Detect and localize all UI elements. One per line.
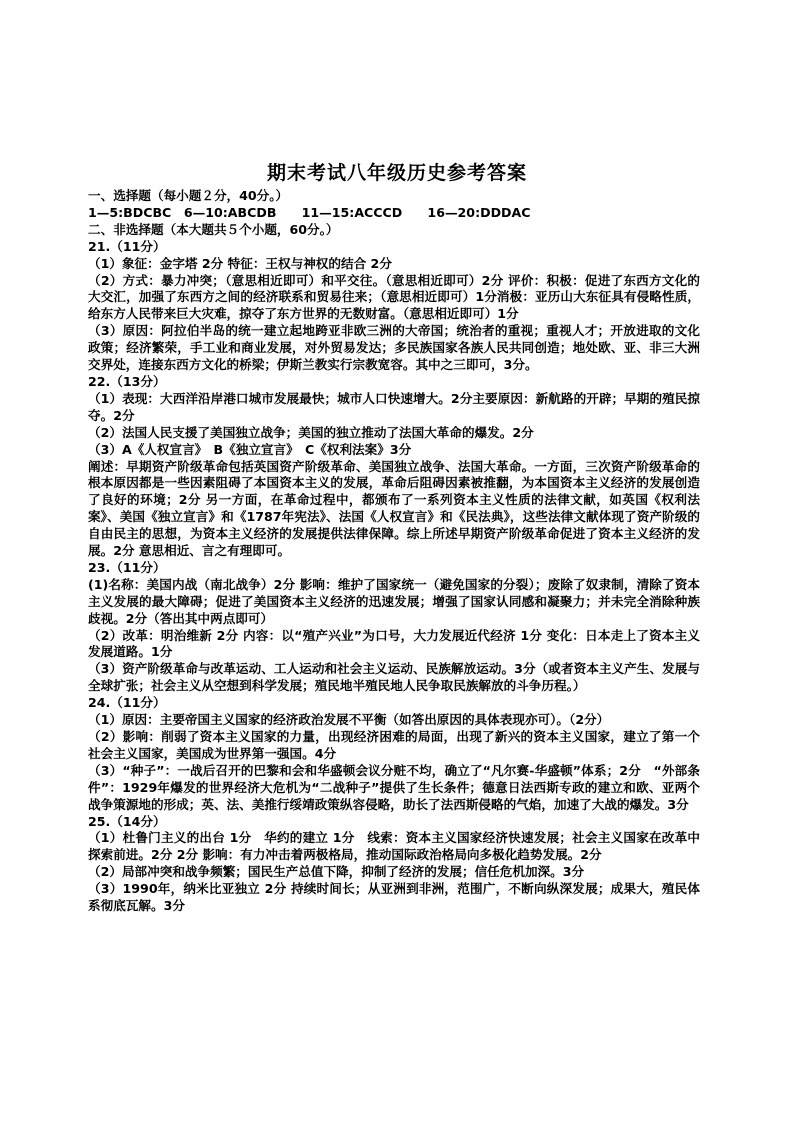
answer-line: （2）法国人民支援了美国独立战争；美国的独立推动了法国大革命的爆发。2分: [88, 424, 534, 440]
answer-line: （1）表现：大西洋沿岸港口城市发展最快；城市人口快速增大。2分主要原因：新航路的开辟；早期的殖民掠夺。2分: [88, 390, 700, 423]
answer-content: [88, 188, 700, 915]
question-header: 25.（14分）: [88, 813, 166, 829]
answer-line: （1）杜鲁门主义的出台 1分 华约的建立 1分 线索：资本主义国家经济快速发展；社会主义国家在改革中探索前进。2分 2分 影响：有力冲击着两极格局，推动国际政治格局向多极化趋势发展。2分: [88, 830, 700, 863]
answer-line: 阐述：早期资产阶级革命包括英国资产阶级革命、美国独立战争、法国大革命。一方面，三次资产阶级革命的根本原因都是一些因素阻碍了本国资本主义的发展，革命后阻碍因素被推翻，为本国资本主义经济的发展创造了良好的环境；2分 另一方面，在革命过程中，都颁布了一系列资本主义性质的法律文献，如英国《权利法案》、美国《独立宣言》和《1787年宪法》、法国《人权宣言》和《民法典》，这些法律文献体现了资产阶级的自由民主的思想，为资本主义经济的发展提供法律保障。综上所述早期资产阶级革命促进了资本主义经济的发展。2分 意思相近、言之有理即可。: [88, 458, 700, 559]
question-header: 24.（11分）: [88, 695, 166, 711]
answer-line: (1)名称：美国内战（南北战争）2分 影响：维护了国家统一（避免国家的分裂）；废除了奴隶制，清除了资本主义发展的最大障碍；促进了美国资本主义经济的迅速发展；增强了国家认同感和凝聚力；并未完全消除种族歧视。2分（答出其中两点即可）: [88, 576, 700, 626]
answer-line: （3）资产阶级革命与改革运动、工人运动和社会主义运动、民族解放运动。3分（或者资本主义产生、发展与全球扩张；社会主义从空想到科学发展；殖民地半殖民地人民争取民族解放的斗争历程。）: [88, 661, 700, 694]
answer-line: （3）“种子”：一战后召开的巴黎和会和华盛顿会议分赃不均，确立了“凡尔赛-华盛顿”体系；2分 “外部条件”：1929年爆发的世界经济大危机为“二战种子”提供了生长条件；德意日法西斯专政的建立和欧、亚两个战争策源地的形成；英、法、美推行绥靖政策纵容侵略，助长了法西斯侵略的气焰，加速了大战的爆发。3分: [88, 762, 700, 812]
question-header: 23.（11分）: [88, 559, 166, 575]
answer-line: （1）原因：主要帝国主义国家的经济政治发展不平衡（如答出原因的具体表现亦可）。（2分）: [88, 712, 610, 728]
answer-line: （2）影响：削弱了资本主义国家的力量，出现经济困难的局面，出现了新兴的资本主义国家，建立了第一个社会主义国家，美国成为世界第一强国。4分: [88, 729, 700, 761]
question-header: 21.（11分）: [88, 238, 166, 254]
question-header: 22.（13分）: [88, 373, 166, 389]
answer-line: （3）1990年，纳米比亚独立 2分 持续时间长；从亚洲到非洲，范围广，不断向纵深发展；成果大，殖民体系彻底瓦解。3分: [88, 881, 700, 914]
answer-line: （2）改革：明治维新 2分 内容：以“殖产兴业”为口号，大力发展近代经济 1分 变化：日本走上了资本主义发展道路。1分: [88, 627, 700, 660]
answer-line: （3）A《人权宣言》 B《独立宣言》 C《权利法案》3分: [88, 441, 412, 457]
answer-line: （3）原因：阿拉伯半岛的统一建立起地跨亚非欧三洲的大帝国；统治者的重视；重视人才；开放进取的文化政策；经济繁荣，手工业和商业发展，对外贸易发达；多民族国家各族人民共同创造；地处欧、亚、非三大洲交界处，连接东西方文化的桥梁；伊斯兰教实行宗教宽容。其中之三即可，3分。: [88, 323, 700, 373]
answer-line: 1—5:BDCBC 6—10:ABCDB 11—15:ACCCD 16—20:DDDAC: [88, 204, 531, 220]
answer-line: （1）象征：金字塔 2分 特征：王权与神权的结合 2分: [88, 255, 392, 271]
answer-line: 一、选择题（每小题２分，40分。）: [88, 188, 289, 203]
page-title: 期末考试八年级历史参考答案: [266, 162, 527, 184]
answer-line: （2）方式：暴力冲突；（意思相近即可）和平交往。（意思相近即可）2分 评价：积极：促进了东西方文化的大交汇，加强了东西方之间的经济联系和贸易往来；（意思相近即可）1分消极：亚历山大东征具有侵略性质，给东方人民带来巨大灾难，掠夺了东方世界的无数财富。（意思相近即可）1分: [88, 272, 700, 322]
answer-line: （2）局部冲突和战争频繁；国民生产总值下降，抑制了经济的发展；信任危机加深。3分: [88, 864, 585, 880]
answer-line: 二、非选择题（本大题共５个小题，60分。）: [88, 221, 339, 237]
